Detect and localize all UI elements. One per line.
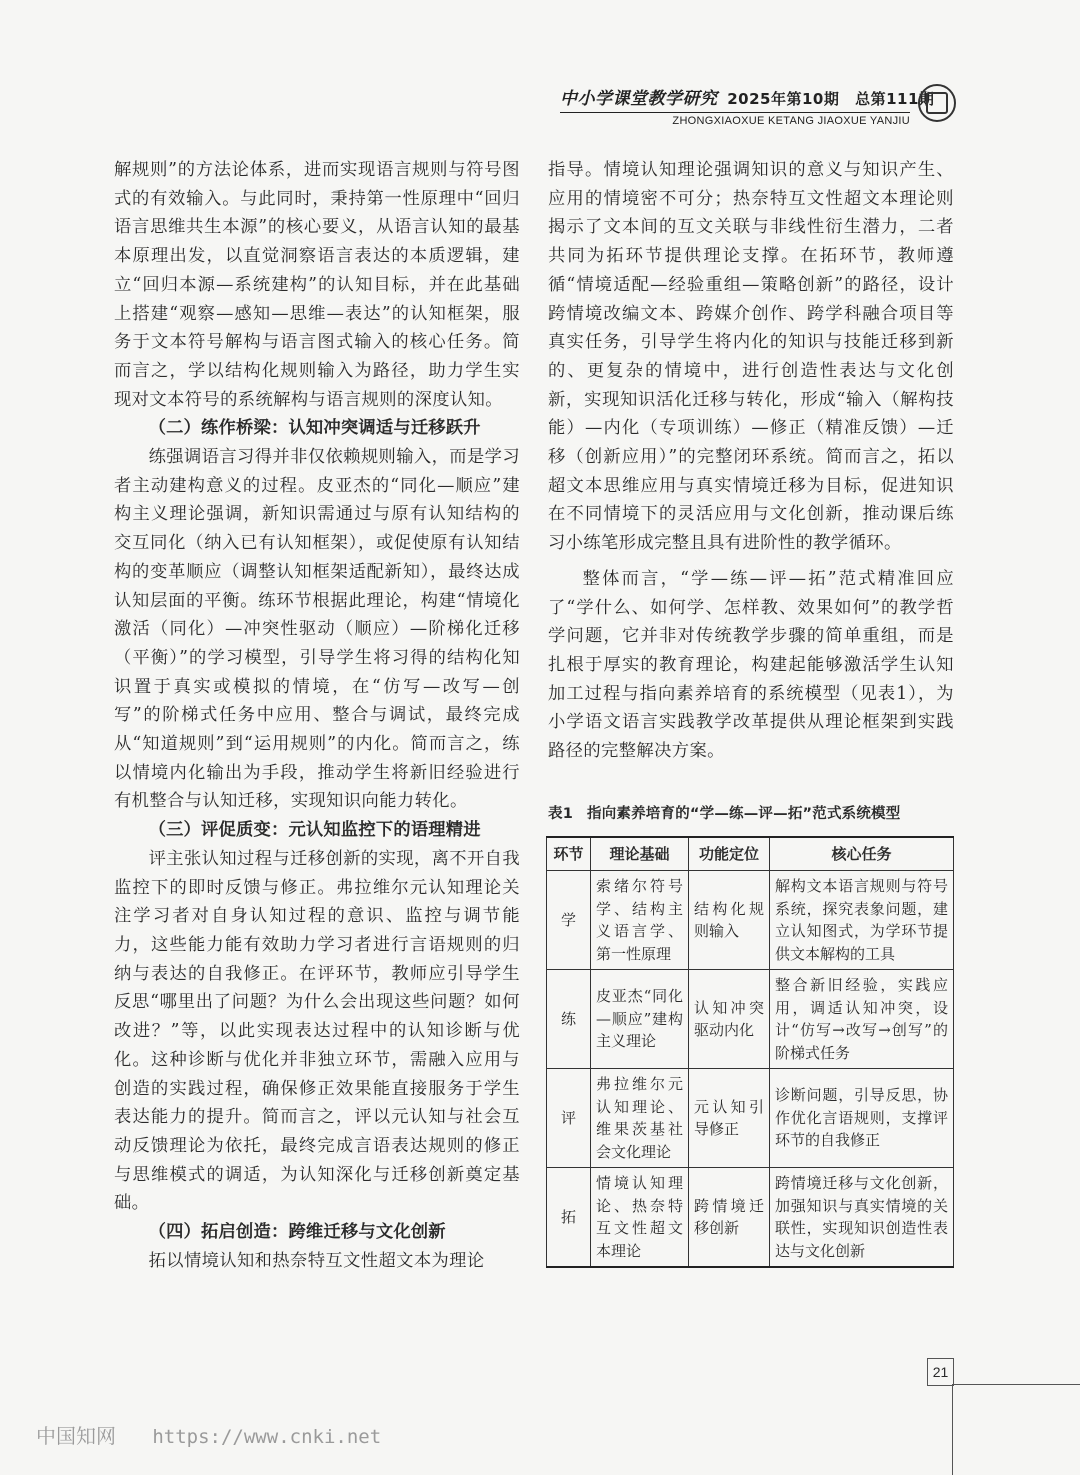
- task-cell: 诊断问题，引导反思，协作优化言语规则，支撑评环节的自我修正: [770, 1069, 954, 1168]
- theory-cell: 皮亚杰“同化—顺应”建构主义理论: [591, 970, 689, 1069]
- model-table: [546, 836, 954, 1268]
- task-cell: 整合新旧经验，实践应用，调适认知冲突，设计“仿写→改写→创写”的阶梯式任务: [770, 970, 954, 1069]
- header-title-line: [560, 84, 935, 109]
- table-row: [547, 1069, 954, 1168]
- theory-cell: 索绪尔符号学、结构主义语言学、第一性原理: [591, 871, 689, 970]
- theory-cell: 弗拉维尔元认知理论、维果茨基社会文化理论: [591, 1069, 689, 1168]
- watermark: [36, 1420, 381, 1449]
- journal-name: 中小学课堂教学研究: [560, 89, 718, 109]
- left-column: [114, 156, 520, 1275]
- paragraph: 评主张认知过程与迁移创新的实现，离不开自我监控下的即时反馈与修正。弗拉维尔元认知理论关注学习者对自身认知过程的意识、监控与调节能力，这些能力能有效助力学习者进行言语规则的归纳与表达的自我修正。在评环节，教师应引导学生反思“哪里出了问题？为什么会出现这些问题？如何改进？”等，以此实现表达过程中的认知诊断与优化。这种诊断与优化并非独立环节，需融入应用与创造的实践过程，确保修正效果能直接服务于学生表达能力的提升。简而言之，评以元认知与社会互动反馈理论为依托，最终完成言语表达规则的修正与思维模式的调适，为认知深化与迁移创新奠定基础。: [114, 848, 520, 1214]
- section-heading: （四）拓启创造：跨维迁移与文化创新: [148, 1222, 446, 1243]
- page-number: 21: [927, 1358, 954, 1386]
- right-column: [548, 156, 954, 766]
- footer-rule: [952, 1384, 1080, 1385]
- paragraph: 整体而言，“学—练—评—拓”范式精准回应了“学什么、如何学、怎样教、效果如何”的教学哲学问题，它并非对传统教学步骤的简单重组，而是扎根于厚实的教育理论，构建起能够激活学生认知加工过程与指向素养培育的系统模型（见表1），为小学语文语言实践教学改革提供从理论框架到实践路径的完整解决方案。: [548, 568, 954, 762]
- journal-name-english: ZHONGXIAOXUE KETANG JIAOXUE YANJIU: [560, 112, 910, 127]
- column-header: 环节: [547, 837, 591, 871]
- stage-cell: 评: [547, 1069, 591, 1168]
- running-header: [560, 84, 935, 127]
- function-cell: 认知冲突驱动内化: [689, 970, 770, 1069]
- table-row: [547, 1168, 954, 1268]
- watermark-brand: 中国知网: [36, 1424, 116, 1448]
- table-header-row: [547, 837, 954, 871]
- journal-logo-icon: [918, 84, 956, 122]
- stage-cell: 学: [547, 871, 591, 970]
- table-caption: [548, 802, 954, 823]
- task-cell: 跨情境迁移与文化创新，加强知识与真实情境的关联性，实现知识创造性表达与文化创新: [770, 1168, 954, 1268]
- issue-number: 2025年第10期: [727, 90, 840, 108]
- section-heading: （三）评促质变：元认知监控下的语理精进: [148, 820, 481, 841]
- paragraph: 解规则”的方法论体系，进而实现语言规则与符号图式的有效输入。与此同时，秉持第一性原理中“回归语言思维共生本源”的核心要义，从语言认知的最基本原理出发，以直觉洞察语言表达的本质逻辑，建立“回归本源—系统建构”的认知目标，并在此基础上搭建“观察—感知—思维—表达”的认知框架，服务于文本符号解构与语言图式输入的核心任务。简而言之，学以结构化规则输入为路径，助力学生实现对文本符号的系统解构与语言规则的深度认知。: [114, 160, 520, 410]
- function-cell: 结构化规则输入: [689, 871, 770, 970]
- paragraph: 拓以情境认知和热奈特互文性超文本为理论: [148, 1250, 485, 1271]
- footer-rule-vertical: [952, 1384, 953, 1475]
- paragraph: 练强调语言习得并非仅依赖规则输入，而是学习者主动建构意义的过程。皮亚杰的“同化—顺应”建构主义理论强调，新知识需通过与原有认知结构的交互同化（纳入已有认知框架），或促使原有认知结构的变革顺应（调整认知框架适配新知），最终达成认知层面的平衡。练环节根据此理论，构建“情境化激活（同化）—冲突性驱动（顺应）—阶梯化迁移（平衡）”的学习模型，引导学生将习得的结构化知识置于真实或模拟的情境，在“仿写—改写—创写”的阶梯式任务中应用、整合与调试，最终完成从“知道规则”到“运用规则”的内化。简而言之，练以情境内化输出为手段，推动学生将新旧经验进行有机整合与认知迁移，实现知识向能力转化。: [114, 447, 520, 812]
- watermark-url: https://www.cnki.net: [152, 1426, 382, 1448]
- function-cell: 跨情境迁移创新: [689, 1168, 770, 1268]
- table-row: [547, 871, 954, 970]
- paragraph: 指导。情境认知理论强调知识的意义与知识产生、应用的情境密不可分；热奈特互文性超文本理论则揭示了文本间的互文关联与非线性衍生潜力，二者共同为拓环节提供理论支撑。在拓环节，教师遵循“情境适配—经验重组—策略创新”的路径，设计跨情境改编文本、跨媒介创作、跨学科融合项目等真实任务，引导学生将内化的知识与技能迁移到新的、更复杂的情境中，进行创造性表达与文化创新，实现知识活化迁移与转化，形成“输入（解构技能）—内化（专项训练）—修正（精准反馈）—迁移（创新应用）”的完整闭环系统。简而言之，拓以超文本思维应用与真实情境迁移为目标，促进知识在不同情境下的灵活应用与文化创新，推动课后练习小练笔形成完整且具有进阶性的教学循环。: [548, 160, 954, 554]
- theory-cell: 情境认知理论、热奈特互文性超文本理论: [591, 1168, 689, 1268]
- stage-cell: 拓: [547, 1168, 591, 1268]
- section-heading: （二）练作桥梁：认知冲突调适与迁移跃升: [148, 418, 481, 439]
- stage-cell: 练: [547, 970, 591, 1069]
- table-row: [547, 970, 954, 1069]
- total-issue: 总第111期: [855, 90, 935, 108]
- column-header: 功能定位: [689, 837, 770, 871]
- column-header: 理论基础: [591, 837, 689, 871]
- function-cell: 元认知引导修正: [689, 1069, 770, 1168]
- task-cell: 解构文本语言规则与符号系统，探究表象问题，建立认知图式，为学环节提供文本解构的工具: [770, 871, 954, 970]
- table-title: 指向素养培育的“学—练—评—拓”范式系统模型: [587, 806, 901, 822]
- table-label: 表1: [548, 806, 573, 822]
- column-header: 核心任务: [770, 837, 954, 871]
